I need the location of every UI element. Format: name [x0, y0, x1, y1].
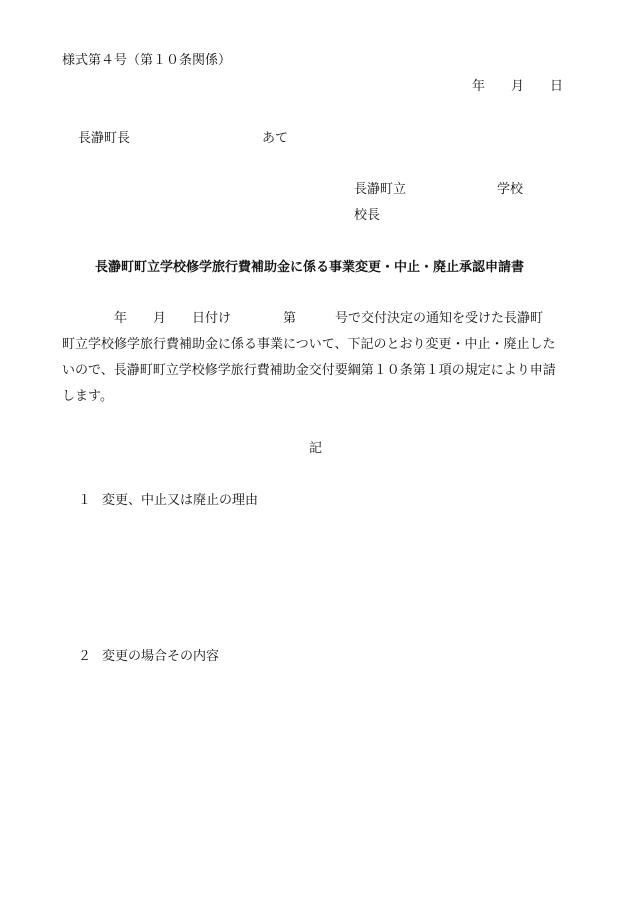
document-title: 長瀞町町立学校修学旅行費補助金に係る事業変更・中止・廃止承認申請書 [95, 260, 525, 275]
form-label: 様式第４号（第１０条関係） [62, 53, 232, 68]
ki-heading: 記 [309, 441, 323, 456]
addressee-suffix: あて [262, 131, 289, 146]
body-line-2: 町立学校修学旅行費補助金に係る事業について、下記のとおり変更・中止・廃止した [62, 337, 556, 352]
body-line-3: いので、長瀞町町立学校修学旅行費補助金交付要綱第１０条第１項の規定により申請 [62, 363, 556, 378]
item-1-number: １ [78, 493, 92, 508]
date-line: 年 月 日 [472, 79, 564, 94]
body-line-1: 年 月 日付け 第 号で交付決定の通知を受けた長瀞町 [62, 311, 544, 326]
applicant-principal-line: 校長 [354, 208, 381, 223]
body-line-4: します。 [62, 389, 113, 404]
item-2-number: ２ [78, 649, 92, 664]
item-1-label: 変更、中止又は廃止の理由 [102, 493, 259, 508]
addressee: 長瀞町長 [78, 131, 131, 146]
applicant-school-line: 長瀞町立 学校 [354, 182, 524, 197]
item-2-label: 変更の場合その内容 [102, 649, 220, 664]
